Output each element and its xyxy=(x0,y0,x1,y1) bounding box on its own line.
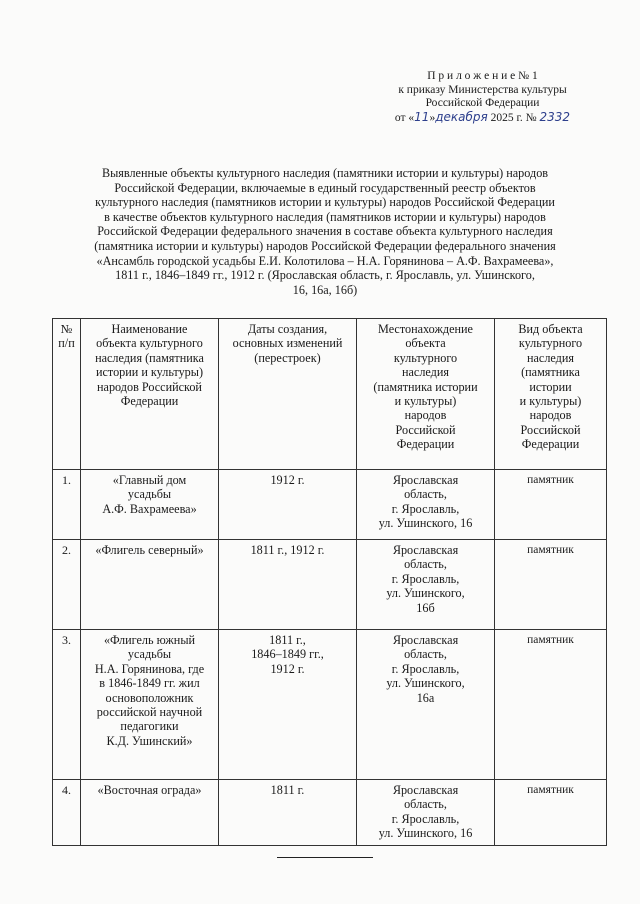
text-line: памятник xyxy=(527,784,574,796)
closing-line xyxy=(277,857,373,858)
document-title xyxy=(55,166,595,297)
text-line: истории xyxy=(529,379,572,394)
cell-kind xyxy=(495,780,607,846)
text-line: (памятника истории xyxy=(373,379,478,394)
table-row xyxy=(53,470,607,540)
cell-name xyxy=(81,780,219,846)
text-line: п/п xyxy=(58,336,75,351)
text-line: народов xyxy=(404,408,447,423)
text-line: объекта культурного xyxy=(96,336,203,351)
cell-name xyxy=(81,470,219,540)
text-line: Вид объекта xyxy=(518,322,583,336)
text-line: усадьбы xyxy=(127,487,172,502)
cell-location xyxy=(357,470,495,540)
text-line: 3. xyxy=(62,633,71,647)
text-line: Местонахождение xyxy=(378,322,473,336)
text-line: К.Д. Ушинский» xyxy=(106,733,193,748)
text-line: основных изменений xyxy=(232,336,343,351)
text-line: (перестроек) xyxy=(254,350,321,365)
text-line: Выявленные объекты культурного наследия (памятники истории и культуры) народов xyxy=(101,166,549,180)
text-line: Ярославская xyxy=(392,543,459,557)
appendix-order: к приказу Министерства культуры xyxy=(398,83,567,96)
text-line: «Восточная ограда» xyxy=(97,783,202,797)
cell-num xyxy=(53,630,81,780)
text-line: г. Ярославль, xyxy=(391,571,460,586)
text-line: № xyxy=(60,322,73,336)
cell-kind xyxy=(495,630,607,780)
text-line: 16б xyxy=(416,600,435,615)
cell-name xyxy=(81,540,219,630)
text-line: основоположник xyxy=(105,690,194,705)
text-line: г. Ярославль, xyxy=(391,501,460,516)
text-line: 1811 г. xyxy=(270,783,305,797)
text-line: 1846–1849 гг., xyxy=(251,647,324,662)
text-line: Федерации xyxy=(396,437,455,452)
cell-kind xyxy=(495,470,607,540)
text-line: «Флигель северный» xyxy=(95,543,204,557)
date-prefix: от « xyxy=(394,111,415,124)
text-line: памятник xyxy=(527,544,574,556)
table-row xyxy=(53,780,607,846)
cell-num xyxy=(53,470,81,540)
table-row xyxy=(53,540,607,630)
text-line: памятник xyxy=(527,634,574,646)
text-line: 4. xyxy=(62,783,71,797)
table-header-row xyxy=(53,319,607,470)
text-line: Н.А. Горянинова, где xyxy=(94,661,205,676)
text-line: 2. xyxy=(62,543,71,557)
text-line: 1912 г. xyxy=(270,661,305,676)
text-line: Ярославская xyxy=(392,783,459,797)
order-number-handwritten: 2332 xyxy=(539,109,571,124)
appendix-date-line xyxy=(360,111,605,126)
text-line: объекта xyxy=(405,336,446,351)
text-line: А.Ф. Вахрамеева» xyxy=(102,501,197,516)
cell-name xyxy=(81,630,219,780)
cell-num xyxy=(53,780,81,846)
cell-location xyxy=(357,780,495,846)
text-line: культурного xyxy=(393,350,458,365)
text-line: народов Российской xyxy=(97,379,202,394)
text-line: область, xyxy=(404,557,447,572)
date-mid: » xyxy=(429,111,436,124)
text-line: (памятника xyxy=(521,365,580,380)
header-num xyxy=(53,319,81,470)
text-line: Российской xyxy=(395,422,456,437)
text-line: наследия (памятника xyxy=(95,350,204,365)
header-kind xyxy=(495,319,607,470)
text-line: истории и культуры) xyxy=(95,365,204,380)
text-line: культурного xyxy=(518,336,583,351)
text-line: «Ансамбль городской усадьбы Е.И. Колотилова – Н.А. Горянинова – А.Ф. Вахрамеева», xyxy=(96,253,554,268)
cell-location xyxy=(357,630,495,780)
table-row xyxy=(53,630,607,780)
text-line: в 1846-1849 гг. жил xyxy=(99,676,200,691)
cell-kind xyxy=(495,540,607,630)
text-line: «Главный дом xyxy=(112,473,187,487)
cell-dates xyxy=(219,470,357,540)
text-line: 16а xyxy=(416,690,435,705)
cell-num xyxy=(53,540,81,630)
text-line: наследия xyxy=(401,365,449,380)
cell-dates xyxy=(219,630,357,780)
text-line: в качестве объектов культурного наследия (памятников истории и культуры) народов xyxy=(104,209,546,224)
text-line: 1912 г. xyxy=(270,473,305,487)
heritage-objects-table xyxy=(52,318,607,846)
text-line: ул. Ушинского, xyxy=(386,586,465,601)
appendix-ministry: Российской Федерации xyxy=(425,97,540,109)
date-day-handwritten: 11 xyxy=(414,109,430,124)
text-line: культурного наследия (памятников истории и культуры) народов Российской Федерации xyxy=(95,195,555,210)
text-line: область, xyxy=(404,487,447,502)
text-line: 1811 г., xyxy=(269,633,306,647)
appendix-label: П р и л о ж е н и е № 1 xyxy=(427,70,538,82)
text-line: Федерации xyxy=(120,394,179,409)
text-line: Российской Федерации, включаемые в единый государственный реестр объектов xyxy=(114,180,536,195)
text-line: Ярославская xyxy=(392,633,459,647)
text-line: педагогики xyxy=(120,719,179,734)
text-line: 1811 г., 1912 г. xyxy=(250,543,325,557)
text-line: Наименование xyxy=(111,322,188,336)
text-line: область, xyxy=(404,647,447,662)
text-line: 16, 16а, 16б) xyxy=(292,282,358,297)
cell-dates xyxy=(219,780,357,846)
text-line: Российской xyxy=(520,422,581,437)
text-line: ул. Ушинского, xyxy=(386,676,465,691)
header-name xyxy=(81,319,219,470)
text-line: и культуры) xyxy=(519,394,582,409)
text-line: г. Ярославль, xyxy=(391,661,460,676)
text-line: г. Ярославль, xyxy=(391,811,460,826)
text-line: ул. Ушинского, 16 xyxy=(378,826,473,841)
text-line: (памятника истории и культуры) народов Российской Федерации федерального значения xyxy=(94,238,556,253)
text-line: российской научной xyxy=(96,705,203,720)
text-line: Даты создания, xyxy=(247,322,328,336)
date-month-handwritten: декабря xyxy=(435,109,488,124)
cell-dates xyxy=(219,540,357,630)
text-line: народов xyxy=(529,408,572,423)
text-line: усадьбы xyxy=(127,647,172,662)
appendix-header xyxy=(360,70,605,125)
text-line: 1. xyxy=(62,473,71,487)
text-line: ул. Ушинского, 16 xyxy=(378,516,473,531)
text-line: область, xyxy=(404,797,447,812)
header-location xyxy=(357,319,495,470)
header-dates xyxy=(219,319,357,470)
text-line: «Флигель южный xyxy=(103,633,196,647)
text-line: 1811 г., 1846–1849 гг., 1912 г. (Ярославская область, г. Ярославль, ул. Ушинского, xyxy=(115,268,535,283)
text-line: наследия xyxy=(526,350,574,365)
text-line: Ярославская xyxy=(392,473,459,487)
text-line: памятник xyxy=(527,474,574,486)
cell-location xyxy=(357,540,495,630)
date-year: 2025 г. № xyxy=(490,111,537,124)
text-line: Российской Федерации федерального значения в составе объекта культурного наследия xyxy=(97,224,553,239)
text-line: и культуры) xyxy=(394,394,457,409)
text-line: Федерации xyxy=(521,437,580,452)
